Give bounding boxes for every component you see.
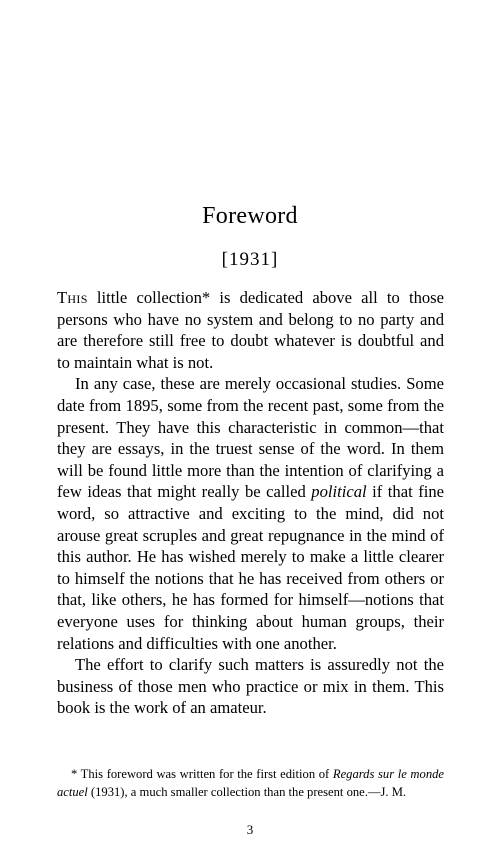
footnote — [57, 766, 444, 802]
paragraph-1 — [57, 287, 444, 373]
paragraph-2 — [57, 373, 444, 654]
footnote-italic-title: Regards sur le monde actuel — [57, 767, 444, 799]
chapter-date: [1931] — [221, 249, 279, 270]
paragraph-2-italic: political — [311, 482, 367, 502]
paragraph-1-text: little collection* is dedicated above all to those persons who have no system and belong to no party and are therefore still free to doubt whatever is doubtful and to maintain what is not. — [57, 288, 444, 372]
chapter-title: Foreword — [202, 203, 298, 229]
paragraph-2-text-a: In any case, these are merely occasional studies. Some date from 1895, some from the recent past, some from the present. They have this characteristic in common—that they are essays, in the truest sense of the word. In them will be found little more than the intention of clarifying a few ideas that might really be called — [57, 374, 444, 502]
paragraph-3: The effort to clarify such matters is assuredly not the business of those men who practice or mix in them. This book is the work of an amateur. — [57, 655, 444, 718]
paragraph-2-text-b: if that fine word, so attractive and exciting to the mind, did not arouse great scruples and great repugnance in the mind of this author. He has wished merely to make a little clearer to himself the notions that he has received from others or that, like others, he has formed for himself—notions that everyone uses for thinking about human groups, their relations and difficulties with one another. — [57, 482, 444, 653]
footnote-text-a: * This foreword was written for the first edition of — [71, 767, 333, 781]
opening-small-caps: This — [57, 288, 88, 307]
body-text — [57, 287, 444, 719]
page-number: 3 — [246, 822, 254, 837]
footnote-text-b: (1931), a much smaller collection than the present one.—J. M. — [87, 784, 407, 799]
